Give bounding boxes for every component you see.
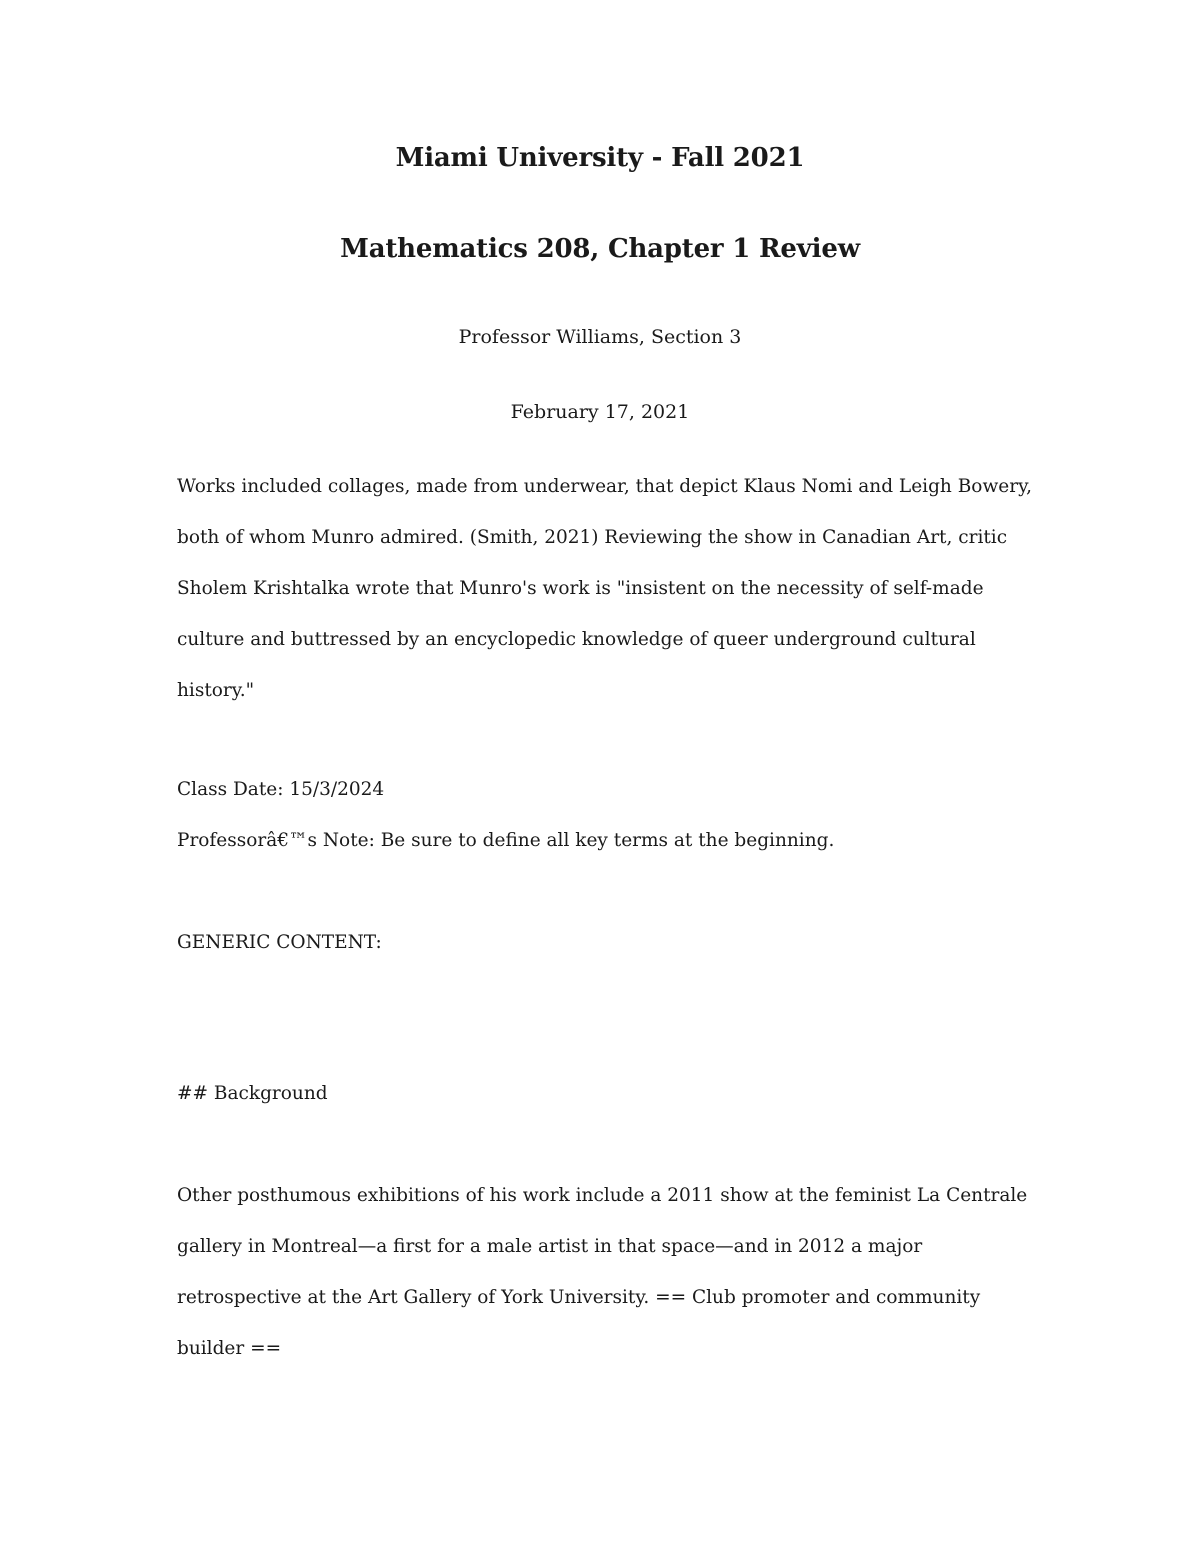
paragraph-1-line: both of whom Munro admired. (Smith, 2021) Reviewing the show in Canadian Art, critic	[177, 527, 1008, 548]
university-heading: Miami University - Fall 2021	[395, 143, 805, 173]
paragraph-2-line: builder ==	[177, 1338, 282, 1359]
course-title: Mathematics 208, Chapter 1 Review	[340, 234, 860, 264]
paragraph-2-line: retrospective at the Art Gallery of York University. == Club promoter and community	[177, 1287, 981, 1308]
document-date: February 17, 2021	[510, 401, 690, 423]
paragraph-1-line: culture and buttressed by an encyclopedic knowledge of queer underground cultural	[177, 629, 976, 650]
paragraph-2-line: gallery in Montreal—a first for a male artist in that space—and in 2012 a major	[177, 1236, 923, 1257]
paragraph-1-line: history."	[177, 680, 255, 701]
paragraph-1-line: Works included collages, made from underwear, that depict Klaus Nomi and Leigh Bowery,	[177, 476, 1032, 497]
background-heading: ## Background	[177, 1083, 328, 1104]
paragraph-1-line: Sholem Krishtalka wrote that Munro's work is "insistent on the necessity of self-made	[177, 578, 984, 599]
paragraph-2-line: Other posthumous exhibitions of his work include a 2011 show at the feminist La Centrale	[177, 1185, 1028, 1206]
generic-content-label: GENERIC CONTENT:	[177, 932, 382, 953]
class-date: Class Date: 15/3/2024	[177, 779, 385, 800]
professor-note: Professorâ€™s Note: Be sure to define all key terms at the beginning.	[177, 830, 835, 851]
professor-section: Professor Williams, Section 3	[458, 326, 742, 348]
